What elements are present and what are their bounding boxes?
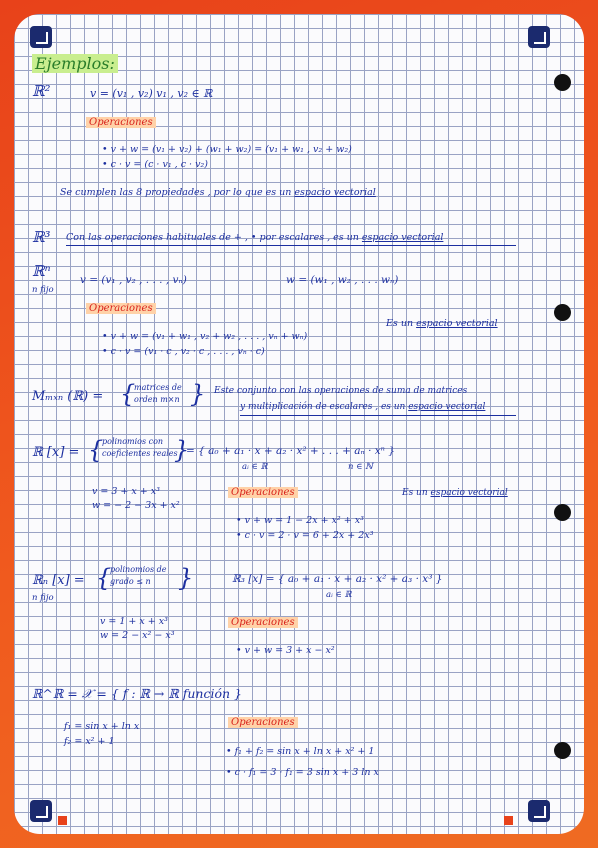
brace-close: }: [174, 436, 190, 464]
poly-condition-a: aᵢ ∈ ℝ: [242, 462, 268, 472]
red-marker-icon: [504, 816, 513, 825]
poly-symbol: ℝ [x] =: [32, 445, 80, 460]
rn-side-note: Es un espacio vectorial: [386, 318, 498, 329]
polyn-v-definition: v = 1 + x + x³: [100, 616, 168, 627]
r2-symbol: ℝ²: [32, 82, 51, 100]
r3x-condition: aᵢ ∈ ℝ: [326, 590, 352, 600]
matrix-brace-line1: matrices de: [134, 383, 182, 392]
rn-v-definition: v = (v₁ , v₂ , . . . , vₙ): [80, 274, 187, 286]
polyn-symbol: ℝₙ [x] =: [32, 573, 85, 588]
page-title: Ejemplos:: [32, 56, 118, 72]
r3x-expansion: ℝ₃ [x] = { a₀ + a₁ · x + a₂ · x² + a₃ · x³ }: [232, 573, 443, 585]
function-operation-scalar: • c · f₁ = 3 · f₁ = 3 sin x + 3 ln x: [226, 767, 379, 778]
brace-close: }: [190, 380, 206, 408]
brand-logo-icon: [528, 800, 550, 822]
grid-paper-sheet: [14, 14, 584, 834]
poly-brace-line2: coeficientes reales: [102, 449, 178, 458]
binder-hole: [554, 304, 571, 321]
polyn-subscript: n fijo: [32, 593, 54, 603]
rn-operation-scalar: • c · v = (v₁ · c , v₂ · c , . . . , vₙ · c): [102, 346, 265, 357]
function-f2: f₂ = x² + 1: [64, 736, 115, 747]
brace-open: {: [96, 564, 112, 592]
poly-v-definition: v = 3 + x + x³: [92, 486, 160, 497]
polyn-operation-sum: • v + w = 3 + x − x²: [236, 645, 335, 656]
underline: [66, 245, 516, 246]
underline: [240, 415, 516, 416]
brace-open: {: [88, 436, 104, 464]
r2-operations-title: Operaciones: [86, 118, 156, 128]
matrix-symbol: Mₘₓₙ (ℝ) =: [32, 389, 104, 404]
r2-operation-sum: • v + w = (v₁ + v₂) + (w₁ + w₂) = (v₁ + w₁ , v₂ + w₂): [102, 144, 352, 155]
brace-open: {: [120, 380, 136, 408]
brand-logo-icon: [30, 26, 52, 48]
polyn-w-definition: w = 2 − x² − x³: [100, 630, 175, 641]
poly-w-definition: w = − 2 − 3x + x²: [92, 500, 180, 511]
rn-operation-sum: • v + w = (v₁ + w₁ , v₂ + w₂ , . . . , vₙ + wₙ): [102, 331, 308, 342]
function-operation-sum: • f₁ + f₂ = sin x + ln x + x² + 1: [226, 746, 375, 757]
brand-logo-icon: [528, 26, 550, 48]
binder-hole: [554, 742, 571, 759]
brace-close: }: [178, 564, 194, 592]
rn-w-definition: w = (w₁ , w₂ , . . . wₙ): [286, 274, 399, 286]
r3-text: Con las operaciones habituales de + , • por escalares , es un espacio vectorial: [66, 232, 444, 243]
r2-conclusion: Se cumplen las 8 propiedades , por lo que es un espacio vectorial: [60, 187, 376, 198]
function-f1: f₁ = sin x + ln x: [64, 721, 140, 732]
poly-side-note: Es un espacio vectorial: [402, 488, 508, 498]
poly-operation-scalar: • c · v = 2 · v = 6 + 2x + 2x³: [236, 530, 374, 541]
matrix-text-line1: Este conjunto con las operaciones de suma de matrices: [214, 386, 468, 396]
red-marker-icon: [58, 816, 67, 825]
poly-expansion: = { a₀ + a₁ · x + a₂ · x² + . . . + aₙ · xⁿ }: [186, 445, 395, 457]
poly-operation-sum: • v + w = 1 − 2x + x² + x³: [236, 515, 364, 526]
rn-subscript: n fijo: [32, 285, 54, 295]
binder-hole: [554, 504, 571, 521]
rn-operations-title: Operaciones: [86, 304, 156, 314]
poly-brace-line1: polinomios con: [102, 437, 164, 446]
r3-symbol: ℝ³: [32, 228, 51, 246]
brand-logo-icon: [30, 800, 52, 822]
polyn-operations-title: Operaciones: [228, 618, 298, 628]
poly-condition-n: n ∈ ℕ: [348, 462, 373, 472]
poly-operations-title: Operaciones: [228, 488, 298, 498]
function-operations-title: Operaciones: [228, 718, 298, 728]
function-space-definition: ℝ^ℝ = 𝒳 = { f : ℝ → ℝ función }: [32, 686, 242, 701]
r2-operation-scalar: • c · v = (c · v₁ , c · v₂): [102, 159, 208, 170]
matrix-brace-line2: orden m×n: [134, 395, 180, 404]
binder-hole: [554, 74, 571, 91]
rn-symbol: ℝⁿ: [32, 262, 51, 280]
polyn-brace-line1: polinomios de: [110, 565, 167, 574]
r2-definition: v = (v₁ , v₂) v₁ , v₂ ∈ ℝ: [90, 87, 213, 100]
polyn-brace-line2: grado ≤ n: [110, 577, 151, 586]
matrix-text-line2: y multiplicación de escalares , es un espacio vectorial: [240, 402, 486, 412]
